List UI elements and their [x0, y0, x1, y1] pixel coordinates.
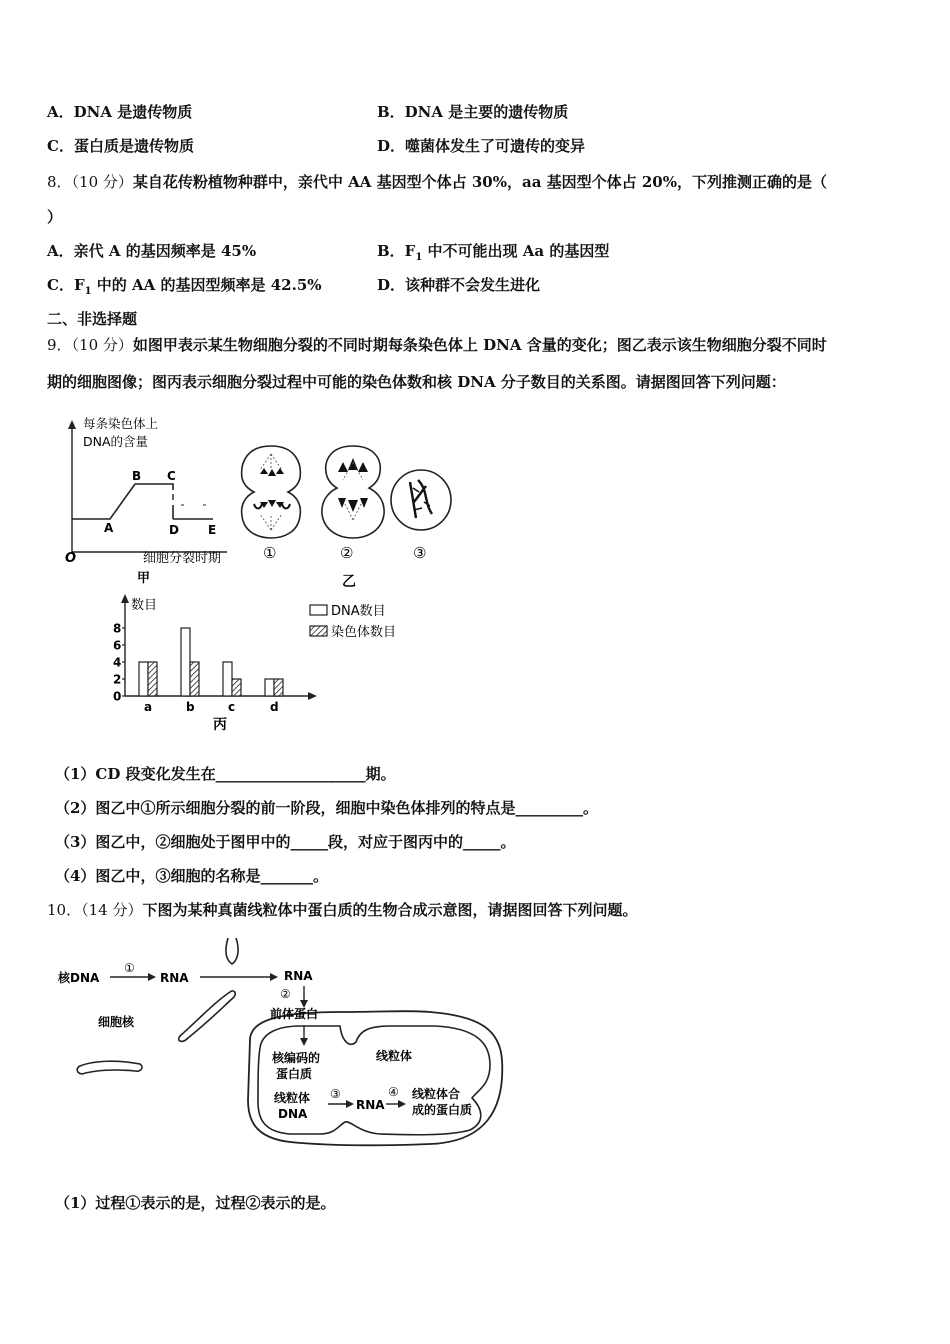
q9-sub4: （4）图乙中，③细胞的名称是_______。 — [55, 867, 328, 885]
jia-point-e: E — [208, 523, 217, 537]
bar-dna-d — [265, 679, 274, 696]
figure-bing-chart — [105, 592, 435, 737]
label-rna: RNA — [160, 971, 189, 985]
bing-category-label: b — [186, 700, 195, 714]
bing-ylabel: 数目 — [131, 598, 158, 613]
bar-chromosome-c — [232, 679, 241, 696]
bing-category-label: a — [144, 700, 153, 714]
bar-dna-c — [223, 662, 232, 696]
q8-number: 8． — [47, 173, 72, 191]
yi-cell-1 — [242, 446, 301, 538]
q10-score: （14 分） — [81, 901, 143, 919]
bar-dna-b — [181, 628, 190, 696]
legend-chromosome-swatch — [310, 626, 327, 636]
arrow-rna-out-head — [270, 973, 278, 981]
label-rna-2: RNA — [284, 969, 313, 983]
q10-stem — [47, 900, 637, 920]
label-step-4: ④ — [388, 1085, 399, 1099]
nuclear-envelope-fragment — [77, 1061, 142, 1074]
jia-point-a: A — [104, 521, 114, 535]
jia-caption: 甲 — [137, 571, 151, 586]
bing-y-arrow — [121, 594, 129, 603]
q9-stem-line2: 期的细胞图像；图丙表示细胞分裂过程中可能的染色体数和核 DNA 分子数目的关系图。请据图回答下列问题： — [47, 373, 786, 391]
bar-dna-a — [139, 662, 148, 696]
q8-option-b: B．$F_1$ 中不可能出现 Aa 的基因型 — [377, 242, 610, 263]
bing-y-tick-label: 8 — [113, 621, 122, 636]
label-precursor: 前体蛋白 — [270, 1007, 319, 1021]
q8-stem-end: ） — [47, 208, 63, 226]
arrow-1-head — [148, 973, 156, 981]
arrow-4-head — [398, 1100, 406, 1108]
q8-stem-text: 某自花传粉植物种群中，亲代中 AA 基因型个体占 30%，aa 基因型个体占 20%，下列推测正确的是（ — [132, 173, 827, 191]
yi-label-2: ② — [340, 544, 354, 562]
bing-legend — [310, 603, 396, 640]
legend-chromosome-label: 染色体数目 — [331, 625, 397, 640]
label-step-1: ① — [124, 961, 135, 975]
q9-number: 9． — [47, 336, 72, 354]
yi-label-3: ③ — [413, 544, 427, 562]
label-mito-dna-1: 线粒体 — [274, 1091, 311, 1105]
q10-number: 10． — [47, 901, 82, 919]
label-nuc-protein-1: 核编码的 — [272, 1051, 321, 1065]
nuclear-envelope-fragment — [179, 991, 236, 1041]
label-nuc-protein-2: 蛋白质 — [276, 1067, 313, 1081]
bing-y-tick-label: 2 — [113, 672, 122, 687]
q8-option-d: D．该种群不会发生进化 — [377, 276, 541, 294]
jia-curve — [72, 484, 173, 519]
label-nucleus: 细胞核 — [98, 1015, 135, 1029]
q9-sub1: （1）CD 段变化发生在____________________期。 — [55, 765, 396, 783]
bing-y-tick-label: 6 — [113, 638, 122, 653]
label-rna-3: RNA — [356, 1098, 385, 1112]
jia-origin: O — [65, 551, 77, 566]
label-step-2: ② — [280, 987, 291, 1001]
bar-chromosome-a — [148, 662, 157, 696]
jia-ylabel-2: DNA的含量 — [83, 434, 149, 449]
section-heading: 二、非选择题 — [47, 310, 138, 328]
yi-cell-3 — [391, 470, 451, 530]
q9-score: （10 分） — [71, 336, 133, 354]
legend-dna-swatch — [310, 605, 327, 615]
bing-category-label: d — [270, 700, 279, 714]
q8-score: （10 分） — [71, 173, 133, 191]
nuclear-envelope-fragment — [226, 938, 238, 964]
legend-dna-label: DNA数目 — [331, 604, 386, 619]
q8-stem — [47, 172, 827, 192]
bing-category-label: c — [228, 700, 236, 714]
q9-stem-text: 如图甲表示某生物细胞分裂的不同时期每条染色体上 DNA 含量的变化；图乙表示该生物细胞分裂不同时 — [132, 336, 827, 354]
q10-stem-text: 下图为某种真菌线粒体中蛋白质的生物合成示意图，请据图回答下列问题。 — [142, 901, 638, 919]
jia-point-b: B — [132, 469, 142, 483]
label-step-3: ③ — [330, 1087, 341, 1101]
q8-option-a: A．亲代 A 的基因频率是 45% — [47, 242, 257, 260]
bar-chromosome-d — [274, 679, 283, 696]
label-mito-dna-2: DNA — [278, 1107, 308, 1121]
jia-ylabel-1: 每条染色体上 — [83, 416, 159, 431]
label-mito-protein-1: 线粒体合 — [412, 1087, 461, 1101]
figure-jia — [55, 410, 240, 590]
arrow-import-head — [300, 1038, 308, 1046]
q7-option-a: A．DNA 是遗传物质 — [47, 103, 193, 121]
bing-caption: 丙 — [213, 717, 227, 733]
q7-option-d: D．噬菌体发生了可遗传的变异 — [377, 137, 586, 155]
yi-label-1: ① — [263, 544, 277, 562]
q9-sub2: （2）图乙中①所示细胞分裂的前一阶段，细胞中染色体排列的特点是_________。 — [55, 799, 598, 817]
yi-cell-2 — [322, 446, 384, 538]
label-nuclear-dna: 核DNA — [58, 971, 100, 985]
figure-q10 — [50, 930, 520, 1165]
bar-chromosome-b — [190, 662, 199, 696]
jia-point-c: C — [167, 469, 176, 483]
q7-option-b: B．DNA 是主要的遗传物质 — [377, 103, 569, 121]
q9-stem — [47, 335, 827, 355]
q9-sub3: （3）图乙中，②细胞处于图甲中的_____段，对应于图丙中的_____。 — [55, 833, 516, 851]
q8-option-c: C．$F_1$ 中的 AA 的基因型频率是 42.5% — [47, 276, 322, 297]
jia-y-arrow — [68, 420, 76, 429]
q7-option-c: C．蛋白质是遗传物质 — [47, 137, 194, 155]
arrow-3-head — [346, 1100, 354, 1108]
yi-caption: 乙 — [342, 574, 356, 590]
q10-sub1: （1）过程①表示的是，过程②表示的是。 — [55, 1194, 336, 1212]
jia-point-d: D — [169, 523, 179, 537]
label-mito-protein-2: 成的蛋白质 — [412, 1103, 473, 1117]
label-mito: 线粒体 — [376, 1049, 413, 1063]
figure-yi — [238, 440, 468, 590]
bing-y-tick-label: 0 — [113, 689, 122, 704]
jia-xlabel: 细胞分裂时期 — [143, 551, 222, 566]
bing-y-tick-label: 4 — [113, 655, 122, 670]
bing-x-arrow — [308, 692, 317, 700]
